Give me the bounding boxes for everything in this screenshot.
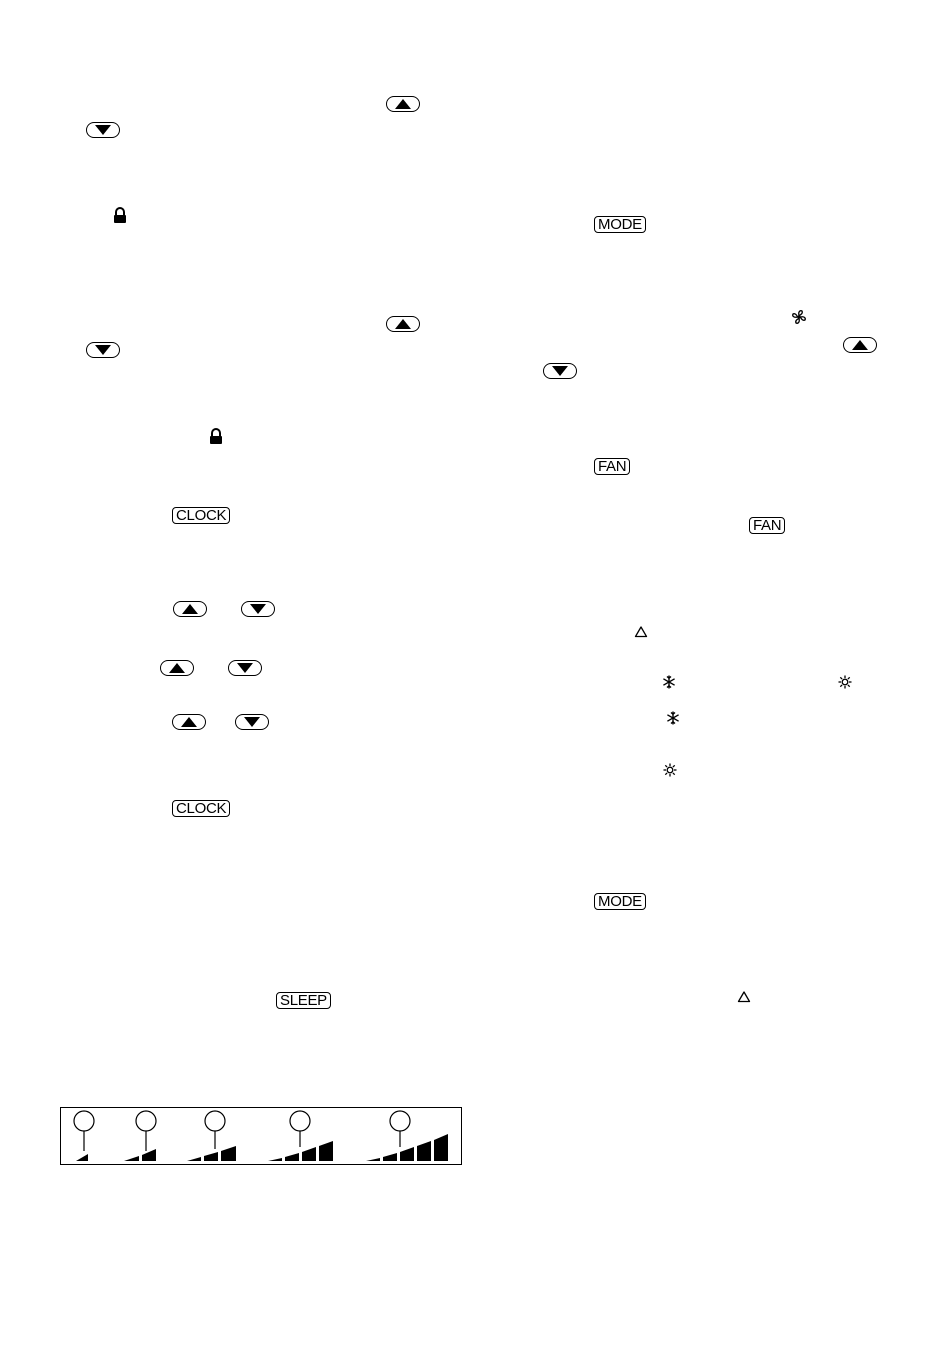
sun-icon [663, 763, 677, 777]
down-arrow-icon [552, 366, 568, 376]
up-button[interactable] [173, 601, 207, 617]
fan-speed-diagram [60, 1107, 462, 1165]
down-button[interactable] [86, 342, 120, 358]
fan-speed-indicator [60, 1107, 462, 1165]
fan-speed-level-5 [366, 1111, 448, 1161]
down-arrow-icon [250, 604, 266, 614]
fan-speed-level-3 [187, 1111, 236, 1161]
sleep-button[interactable]: SLEEP [276, 992, 331, 1009]
fan-speed-level-2 [124, 1111, 156, 1161]
down-arrow-icon [237, 663, 253, 673]
down-button[interactable] [235, 714, 269, 730]
clock-button[interactable]: CLOCK [172, 507, 230, 524]
fan-icon [791, 309, 807, 325]
clock-button[interactable]: CLOCK [172, 800, 230, 817]
down-button[interactable] [228, 660, 262, 676]
up-arrow-icon [395, 99, 411, 109]
up-button[interactable] [386, 316, 420, 332]
down-button[interactable] [241, 601, 275, 617]
auto-icon [634, 625, 648, 639]
fan-speed-level-4 [268, 1111, 333, 1161]
up-arrow-icon [852, 340, 868, 350]
up-arrow-icon [182, 604, 198, 614]
up-arrow-icon [169, 663, 185, 673]
up-button[interactable] [172, 714, 206, 730]
fan-button[interactable]: FAN [594, 458, 630, 475]
mode-button[interactable]: MODE [594, 893, 646, 910]
sun-icon [838, 675, 852, 689]
mode-button[interactable]: MODE [594, 216, 646, 233]
up-button[interactable] [386, 96, 420, 112]
down-button[interactable] [86, 122, 120, 138]
lock-icon [112, 207, 128, 223]
up-button[interactable] [843, 337, 877, 353]
up-arrow-icon [181, 717, 197, 727]
down-arrow-icon [244, 717, 260, 727]
fan-button[interactable]: FAN [749, 517, 785, 534]
down-arrow-icon [95, 125, 111, 135]
lock-icon [208, 428, 224, 444]
down-button[interactable] [543, 363, 577, 379]
auto-icon [737, 990, 751, 1004]
up-button[interactable] [160, 660, 194, 676]
snowflake-icon [666, 711, 680, 725]
fan-speed-level-1 [74, 1111, 94, 1161]
down-arrow-icon [95, 345, 111, 355]
up-arrow-icon [395, 319, 411, 329]
snowflake-icon [662, 675, 676, 689]
